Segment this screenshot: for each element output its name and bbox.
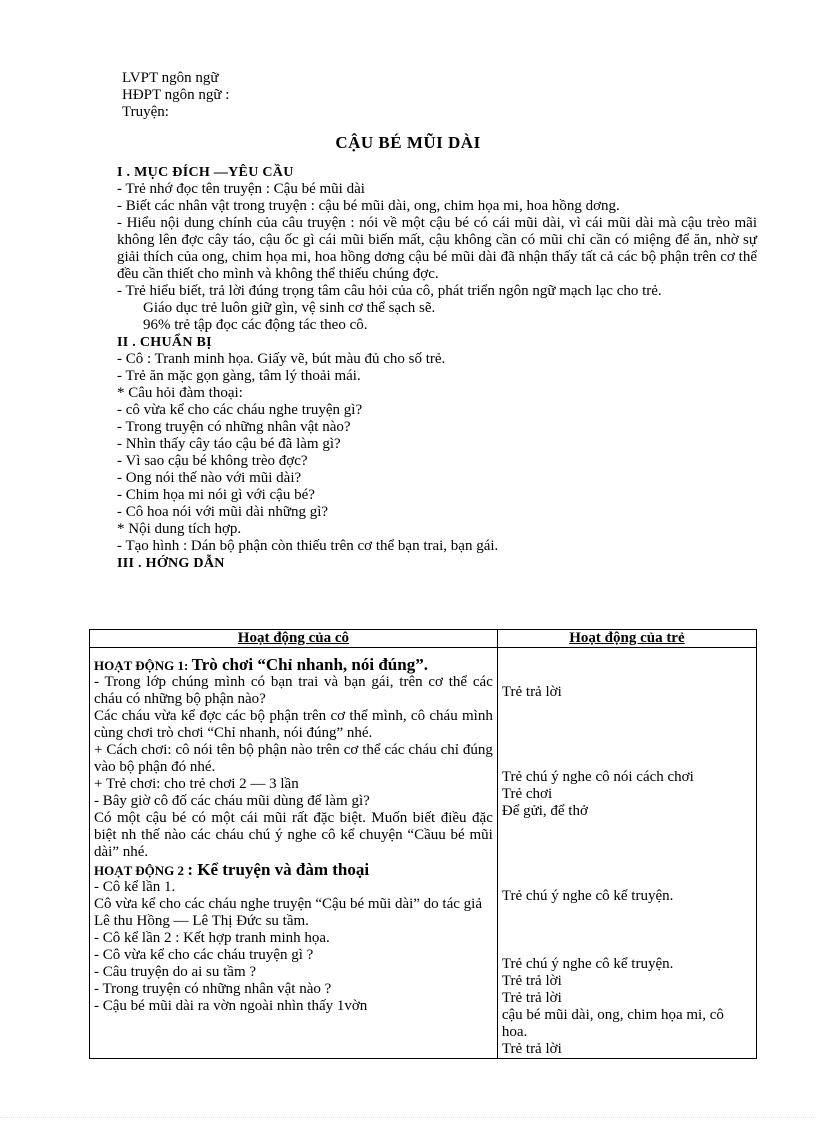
objective-item: - Biết các nhân vật trong truyện : cậu bé mũi dài, ong, chim họa mi, hoa hồng dơng. (117, 198, 620, 214)
teacher-line: - Cô vừa kể cho các cháu truyện gì ? (94, 947, 314, 963)
child-response: Trẻ chú ý nghe cô nói cách chơi (501, 769, 694, 785)
section-heading-objectives: I . MỤC ĐÍCH —YÊU CẦU (117, 165, 294, 180)
question-item: - Cô hoa nói với mũi dài những gì? (117, 504, 329, 520)
teacher-line: + Cách chơi: cô nói tên bộ phận nào trên cơ thể các cháu chỉ đúng vào bộ phận đó nhé. (94, 742, 493, 775)
objective-item: - Trẻ nhớ đọc tên truyện : Cậu bé mũi dài (117, 181, 365, 197)
teacher-activities-cell (90, 648, 498, 1059)
header-subject: LVPT ngôn ngữ (122, 70, 219, 86)
teacher-line: - Bây giờ cô đố các cháu mũi dùng để làm gì? (94, 793, 370, 809)
table-header-row (90, 630, 757, 648)
activity-1-label: HOẠT ĐỘNG 1: (94, 658, 192, 673)
header-type: Truyện: (122, 104, 169, 120)
activity-2-heading (94, 861, 493, 879)
header-activity: HĐPT ngôn ngữ : (122, 87, 230, 103)
activity-2-label: HOẠT ĐỘNG 2 (94, 863, 188, 878)
child-response: Để gửi, để thở (501, 803, 588, 819)
teacher-line: Cô vừa kể cho các cháu nghe truyện “Cậu bé mũi dài” do tác giả Lê thu Hồng — Lê Thị Đức su tầm. (94, 896, 482, 929)
section-heading-preparation: II . CHUẨN BỊ (117, 335, 212, 350)
child-response: cậu bé mũi dài, ong, chim họa mi, cô hoa. (501, 1007, 724, 1040)
preparation-item: * Câu hỏi đàm thoại: (117, 385, 243, 401)
objective-item: - Hiểu nội dung chính của câu truyện : nói về một cậu bé có cái mũi dài, vì cái mũi dài mà cậu trèo mãi không lên đợc cây táo, cậu ốc gì cái mũi biến mất, cậu không cần có mũi chỉ cần có miệng để ăn, nhờ sự giải thích của ong, chim họa mi, hoa hồng dơng cậu bé mũi dài đã nhận thấy tất cả các bộ phận trên cơ thể đều cần thiết cho mình và không thể thiếu chúng đợc. (117, 215, 757, 282)
activity-2-name: : Kể truyện và đàm thoại (187, 860, 370, 879)
column-header-children: Hoạt động của trẻ (497, 630, 756, 648)
teacher-line: - Trong truyện có những nhân vật nào ? (94, 981, 332, 997)
teacher-line: - Câu truyện do ai su tầm ? (94, 964, 257, 980)
child-response: Trẻ trả lời (501, 1041, 562, 1057)
question-item: - Trong truyện có những nhân vật nào? (117, 419, 351, 435)
child-response: Trẻ trả lời (501, 684, 562, 700)
children-activities-cell (497, 648, 756, 1059)
activity-table (89, 629, 757, 1059)
document-body (117, 164, 757, 572)
child-response: Trẻ chú ý nghe cô kể truyện. (501, 956, 674, 972)
teacher-line: + Trẻ chơi: cho trẻ chơi 2 — 3 lần (94, 776, 299, 792)
objective-item: - Trẻ hiểu biết, trả lời đúng trọng tâm câu hỏi của cô, phát triển ngôn ngữ mạch lạc cho trẻ. (117, 283, 662, 299)
column-header-teacher: Hoạt động của cô (90, 630, 498, 648)
page-title: CẬU BÉ MŨI DÀI (335, 133, 481, 152)
child-response: Trẻ trả lời (501, 973, 562, 989)
question-item: - Nhìn thấy cây táo cậu bé đã làm gì? (117, 436, 341, 452)
table-row (90, 648, 757, 1059)
question-item: - Vì sao cậu bé không trèo đợc? (117, 453, 308, 469)
question-item: - cô vừa kể cho các cháu nghe truyện gì? (117, 402, 363, 418)
preparation-item: - Trẻ ăn mặc gọn gàng, tâm lý thoải mái. (117, 368, 361, 384)
question-item: - Chim họa mi nói gì với cậu bé? (117, 487, 315, 503)
child-response: Trẻ trả lời (501, 990, 562, 1006)
integration-item: * Nội dung tích hợp. (117, 521, 242, 537)
child-response: Trẻ chơi (501, 786, 553, 802)
integration-item: - Tạo hình : Dán bộ phận còn thiếu trên cơ thể bạn trai, bạn gái. (117, 538, 499, 554)
activity-1-heading (94, 656, 493, 674)
activity-1-name: Trò chơi “Chỉ nhanh, nói đúng”. (191, 655, 428, 674)
teacher-line: - Cậu bé mũi dài ra vờn ngoài nhìn thấy 1vờn (94, 998, 368, 1014)
objective-item: Giáo dục trẻ luôn giữ gìn, vệ sinh cơ thể sạch sẽ. (143, 300, 436, 316)
teacher-line: - Cô kể lần 2 : Kết hợp tranh minh họa. (94, 930, 330, 946)
preparation-item: - Cô : Tranh minh họa. Giấy vẽ, bút màu đủ cho số trẻ. (117, 351, 446, 367)
objective-item: 96% trẻ tập đọc các động tác theo cô. (143, 317, 368, 333)
section-heading-guidance: III . HỚNG DẪN (117, 556, 225, 571)
page-bottom-border (0, 1117, 816, 1120)
teacher-line: - Cô kể lần 1. (94, 879, 176, 895)
question-item: - Ong nói thế nào với mũi dài? (117, 470, 302, 486)
teacher-line: Có một cậu bé có một cái mũi rất đặc biệt. Muốn biết điều đặc biệt nh thế nào các cháu chú ý nghe cô kể chuyện “Cầuu bé mũi dài” nhé. (94, 810, 493, 860)
teacher-line: Các cháu vừa kể đợc các bộ phận trên cơ thể mình, cô cháu mình cùng chơi trò chơi “Chỉ nhanh, nói đúng” nhé. (94, 708, 493, 741)
child-response: Trẻ chú ý nghe cô kể truyện. (501, 888, 674, 904)
teacher-line: - Trong lớp chúng mình có bạn trai và bạn gái, trên cơ thể các cháu có những bộ phận nào? (94, 674, 493, 707)
